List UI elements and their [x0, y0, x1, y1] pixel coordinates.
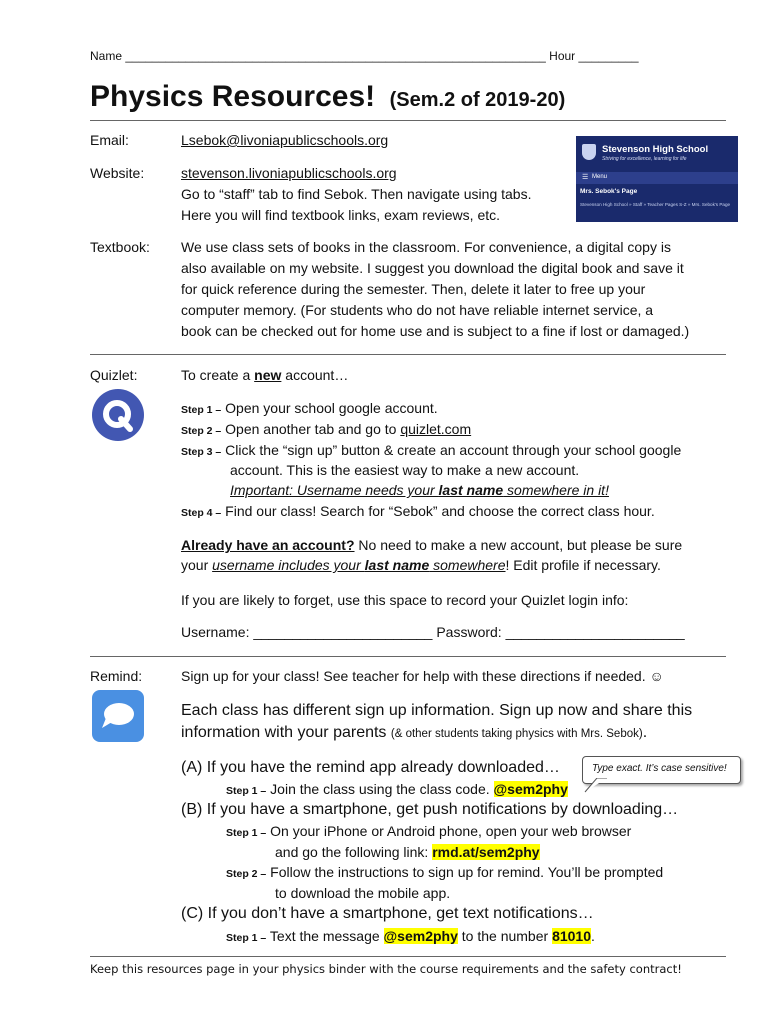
remind-link[interactable]: rmd.at/sem2phy — [432, 844, 540, 860]
name-label: Name — [90, 49, 123, 63]
thumb-menu-bar — [576, 172, 738, 184]
step-text: Open your school google account. — [221, 400, 438, 416]
quizlet-login-fields — [181, 622, 685, 643]
textbook-line: also available on my website. I suggest you download the digital book and save it — [181, 260, 684, 276]
page-title — [90, 80, 565, 114]
password-field[interactable]: _______________________ — [505, 624, 685, 640]
already-heading: Already have an account? — [181, 537, 355, 553]
already-text: your — [181, 557, 213, 573]
already-bold: last name — [364, 557, 430, 573]
step-text: and go the following link: — [275, 844, 433, 860]
quizlet-link[interactable]: quizlet.com — [400, 421, 472, 437]
step-text: Find our class! Search for “Sebok” and choose the correct class hour. — [221, 503, 655, 519]
name-line — [90, 46, 639, 67]
quizlet-intro — [181, 365, 348, 386]
each-text: information with your parents — [181, 724, 391, 741]
step-label: Step 1 – — [226, 932, 267, 944]
remind-b-step-1-line-2 — [275, 842, 540, 863]
hour-blank[interactable]: _________ — [578, 49, 639, 63]
step-text: Click the “sign up” button & create an account through your school google — [221, 442, 682, 458]
step-text: Join the class using the class code. — [266, 781, 494, 797]
quizlet-forget-note: If you are likely to forget, use this space to record your Quizlet login info: — [181, 592, 629, 608]
each-end: . — [642, 724, 648, 741]
remind-b-step-1 — [226, 821, 631, 844]
step-end: . — [591, 928, 595, 944]
step-label: Step 1 – — [226, 785, 267, 797]
note-bold: last name — [438, 482, 504, 498]
footer-note: Keep this resources page in your physics binder with the course requirements and the safety contract! — [90, 962, 682, 976]
remind-c-step-1 — [226, 926, 595, 949]
already-italic: somewhere — [429, 557, 506, 573]
note-text: Important: Username needs your — [230, 482, 439, 498]
remind-signup: Sign up for your class! See teacher for help with these directions if needed. ☺ — [181, 668, 664, 684]
title-main: Physics Resources! — [90, 80, 376, 113]
textbook-line: for quick reference during the semester. Then, delete it later to free up your — [181, 281, 646, 297]
quizlet-step-4 — [181, 501, 655, 524]
textbook-line: We use class sets of books in the classroom. For convenience, a digital copy is — [181, 239, 671, 255]
step-text: to the number — [457, 928, 553, 944]
intro-new: new — [254, 367, 282, 383]
title-sub: (Sem.2 of 2019-20) — [389, 89, 566, 111]
thumb-school-name: Stevenson High School — [602, 144, 709, 155]
text-message-code: @sem2phy — [383, 928, 458, 944]
textbook-line: book can be checked out for home use and is subject to a fine if lost or damaged.) — [181, 323, 690, 339]
website-label: Website: — [90, 165, 145, 181]
already-text: No need to make a new account, but please be sure — [354, 537, 683, 553]
already-italic: username includes your — [212, 557, 365, 573]
remind-b-step-2-line-2: to download the mobile app. — [275, 885, 451, 901]
textbook-text — [181, 237, 689, 342]
divider — [90, 354, 726, 355]
password-label: Password: — [432, 624, 506, 640]
remind-label: Remind: — [90, 668, 143, 684]
divider — [90, 956, 726, 957]
divider — [90, 656, 726, 657]
quizlet-important-note — [230, 480, 609, 501]
divider — [90, 120, 726, 121]
username-label: Username: — [181, 624, 254, 640]
thumb-tagline: Striving for excellence, learning for life — [602, 156, 687, 162]
email-label: Email: — [90, 132, 129, 148]
remind-option-b: (B) If you have a smartphone, get push notifications by downloading… — [181, 801, 679, 818]
name-blank[interactable]: _______________________________________________________________ — [125, 49, 546, 63]
callout-pointer — [583, 778, 613, 796]
thumb-page-title: Mrs. Sebok's Page — [580, 188, 638, 195]
step-label: Step 3 – — [181, 446, 222, 458]
note-text-end: somewhere in it! — [503, 482, 609, 498]
menu-icon: ☰ — [582, 174, 589, 181]
step-text: Open another tab and go to — [221, 421, 401, 437]
already-account-line-2 — [181, 555, 661, 576]
website-line-3: Here you will find textbook links, exam reviews, etc. — [181, 207, 501, 223]
step-label: Step 1 – — [181, 404, 222, 416]
quizlet-label: Quizlet: — [90, 367, 138, 383]
each-small: (& other students taking physics with Mrs. Sebok) — [390, 728, 643, 740]
step-text: On your iPhone or Android phone, open your web browser — [266, 823, 632, 839]
step-label: Step 2 – — [181, 425, 222, 437]
hour-label: Hour — [549, 49, 576, 63]
username-field[interactable]: _______________________ — [253, 624, 433, 640]
textbook-line: computer memory. (For students who do not have reliable internet service, a — [181, 302, 654, 318]
quizlet-step-1 — [181, 398, 438, 421]
quizlet-step-2 — [181, 419, 471, 442]
intro-text: To create a — [181, 367, 255, 383]
text-number: 81010 — [552, 928, 591, 944]
step-text: Text the message — [266, 928, 384, 944]
step-label: Step 4 – — [181, 507, 222, 519]
school-crest-icon — [582, 144, 596, 160]
remind-each-class-line-2 — [181, 722, 647, 745]
thumb-menu: Menu — [592, 174, 608, 180]
website-link[interactable]: stevenson.livoniapublicschools.org — [181, 165, 397, 181]
quizlet-q-icon — [92, 389, 144, 446]
email-link[interactable]: Lsebok@livoniapublicschools.org — [181, 132, 389, 148]
quizlet-step-3-line-2: account. This is the easiest way to make a new account. — [230, 462, 580, 478]
class-code: @sem2phy — [493, 781, 568, 797]
thumb-breadcrumb: Stevenson High School » Staff » Teacher Pages S-Z » Mrs. Sebok's Page — [580, 202, 731, 207]
step-label: Step 2 – — [226, 868, 267, 880]
callout-text: Type exact. It’s case sensitive! — [592, 763, 727, 774]
textbook-label: Textbook: — [90, 239, 150, 255]
website-screenshot — [576, 136, 738, 222]
already-text-end: ! Edit profile if necessary. — [505, 557, 661, 573]
remind-option-a: (A) If you have the remind app already downloaded… — [181, 759, 560, 776]
remind-each-class: Each class has different sign up information. Sign up now and share this — [181, 702, 693, 719]
step-text: Follow the instructions to sign up for remind. You’ll be prompted — [266, 864, 664, 880]
remind-option-c: (C) If you don’t have a smartphone, get text notifications… — [181, 905, 594, 922]
remind-speech-bubble-icon — [92, 690, 144, 747]
website-line-2: Go to “staff” tab to find Sebok. Then navigate using tabs. — [181, 186, 532, 202]
already-account — [181, 535, 682, 556]
step-label: Step 1 – — [226, 827, 267, 839]
remind-b-step-2 — [226, 862, 663, 885]
intro-text-end: account… — [281, 367, 349, 383]
